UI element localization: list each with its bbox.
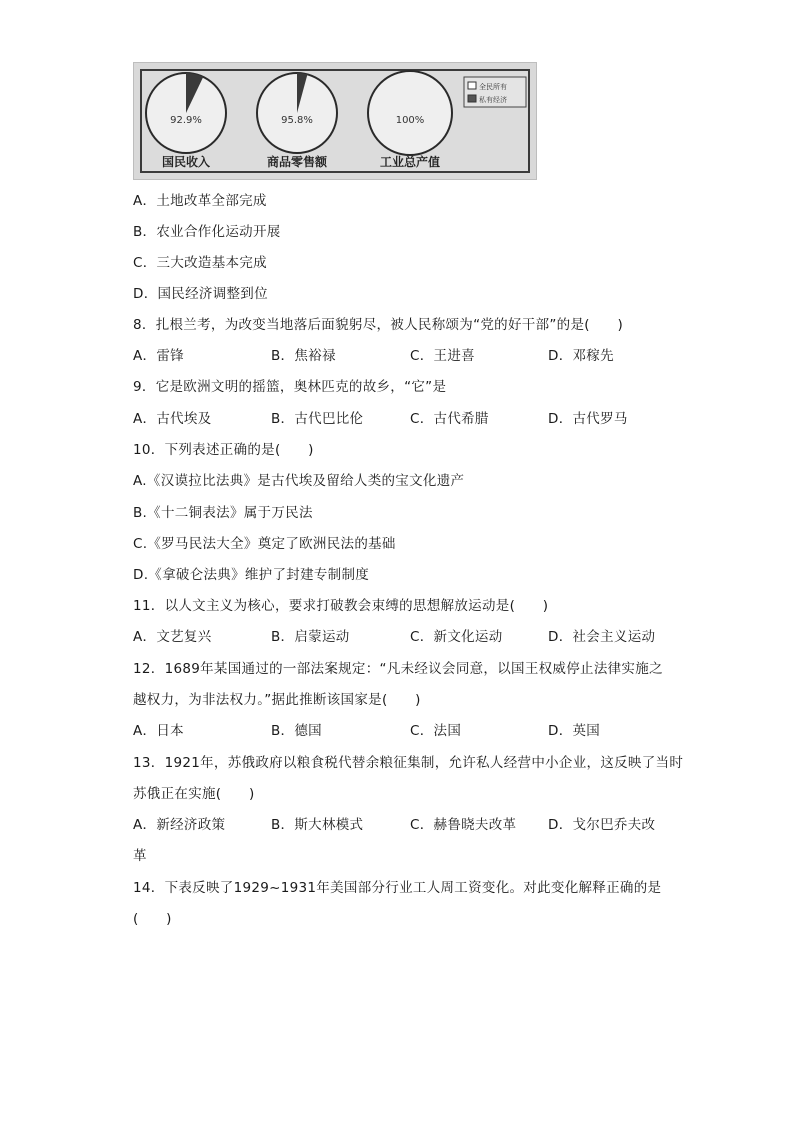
- q11-stem: 11．以人文主义为核心，要求打破教会束缚的思想解放运动是( ): [133, 598, 549, 614]
- pie-2-circle: [368, 71, 452, 155]
- q11-option-d: D．社会主义运动: [548, 629, 656, 645]
- q9-stem: 9．它是欧洲文明的摇篮，奥林匹克的故乡，“它”是: [133, 379, 447, 395]
- pie-0-label: 国民收入: [161, 155, 211, 169]
- q9-option-c: C．古代希腊: [410, 411, 489, 427]
- q13-option-a: A．新经济政策: [133, 817, 226, 833]
- q12-option-c: C．法国: [410, 723, 462, 739]
- pie-industrial-output: [368, 71, 452, 169]
- q13-option-d: D．戈尔巴乔夫改: [548, 817, 656, 833]
- q7-option-c: C．三大改造基本完成: [133, 255, 267, 271]
- q8-option-a: A．雷锋: [133, 348, 184, 364]
- q10-stem: 10．下列表述正确的是( ): [133, 442, 314, 458]
- q10-option-b: B.《十二铜表法》属于万民法: [133, 505, 313, 521]
- q10-option-c: C.《罗马民法大全》奠定了欧洲民法的基础: [133, 536, 396, 552]
- q10-option-d: D.《拿破仑法典》维护了封建专制制度: [133, 567, 370, 583]
- q14-stem-line2: ( ): [133, 911, 172, 927]
- q8-option-d: D．邓稼先: [548, 348, 614, 364]
- legend-private-swatch: [468, 95, 476, 102]
- q13-option-d-wrap: 革: [133, 848, 147, 864]
- legend-private-label: 私有经济: [479, 96, 507, 104]
- q7-option-b: B．农业合作化运动开展: [133, 224, 281, 240]
- q14-stem-line1: 14．下表反映了1929~1931年美国部分行业工人周工资变化。对此变化解释正确的是: [133, 880, 662, 896]
- q7-option-a: A．土地改革全部完成: [133, 193, 267, 209]
- pie-1-label: 商品零售额: [266, 155, 328, 169]
- legend-public-swatch: [468, 82, 476, 89]
- pie-2-value: 100%: [395, 115, 425, 126]
- q11-option-c: C．新文化运动: [410, 629, 503, 645]
- chart-legend: [464, 77, 526, 107]
- pie-1-value: 95.8%: [281, 115, 313, 126]
- q12-stem-line2: 越权力，为非法权力。”据此推断该国家是( ): [133, 692, 421, 708]
- pie-2-label: 工业总产值: [379, 155, 441, 169]
- q12-option-d: D．英国: [548, 723, 601, 739]
- q11-option-a: A．文艺复兴: [133, 629, 212, 645]
- q10-option-a: A.《汉谟拉比法典》是古代埃及留给人类的宝文化遗产: [133, 473, 465, 489]
- pie-retail-sales: [257, 73, 337, 169]
- q7-option-d: D．国民经济调整到位: [133, 286, 268, 302]
- q9-option-b: B．古代巴比伦: [271, 411, 364, 427]
- q8-option-b: B．焦裕禄: [271, 348, 336, 364]
- pie-national-income: [146, 73, 226, 169]
- pie-chart-figure: [133, 62, 537, 180]
- q8-stem: 8．扎根兰考，为改变当地落后面貌躬尽，被人民称颂为“党的好干部”的是( ): [133, 317, 624, 333]
- q13-stem-line2: 苏俄正在实施( ): [133, 786, 255, 802]
- q12-option-b: B．德国: [271, 723, 322, 739]
- legend-public-label: 全民所有: [479, 83, 507, 91]
- pie-0-value: 92.9%: [170, 115, 202, 126]
- pie-charts-svg: [134, 63, 538, 181]
- q8-option-c: C．王进喜: [410, 348, 475, 364]
- q13-stem-line1: 13．1921年，苏俄政府以粮食税代替余粮征集制，允许私人经营中小企业，这反映了当时: [133, 755, 684, 771]
- q9-option-d: D．古代罗马: [548, 411, 628, 427]
- q12-stem-line1: 12．1689年某国通过的一部法案规定：“凡未经议会同意，以国王权威停止法律实施之: [133, 661, 663, 677]
- q12-option-a: A．日本: [133, 723, 184, 739]
- q9-option-a: A．古代埃及: [133, 411, 212, 427]
- q13-option-b: B．斯大林模式: [271, 817, 364, 833]
- q11-option-b: B．启蒙运动: [271, 629, 350, 645]
- q13-option-c: C．赫鲁晓夫改革: [410, 817, 517, 833]
